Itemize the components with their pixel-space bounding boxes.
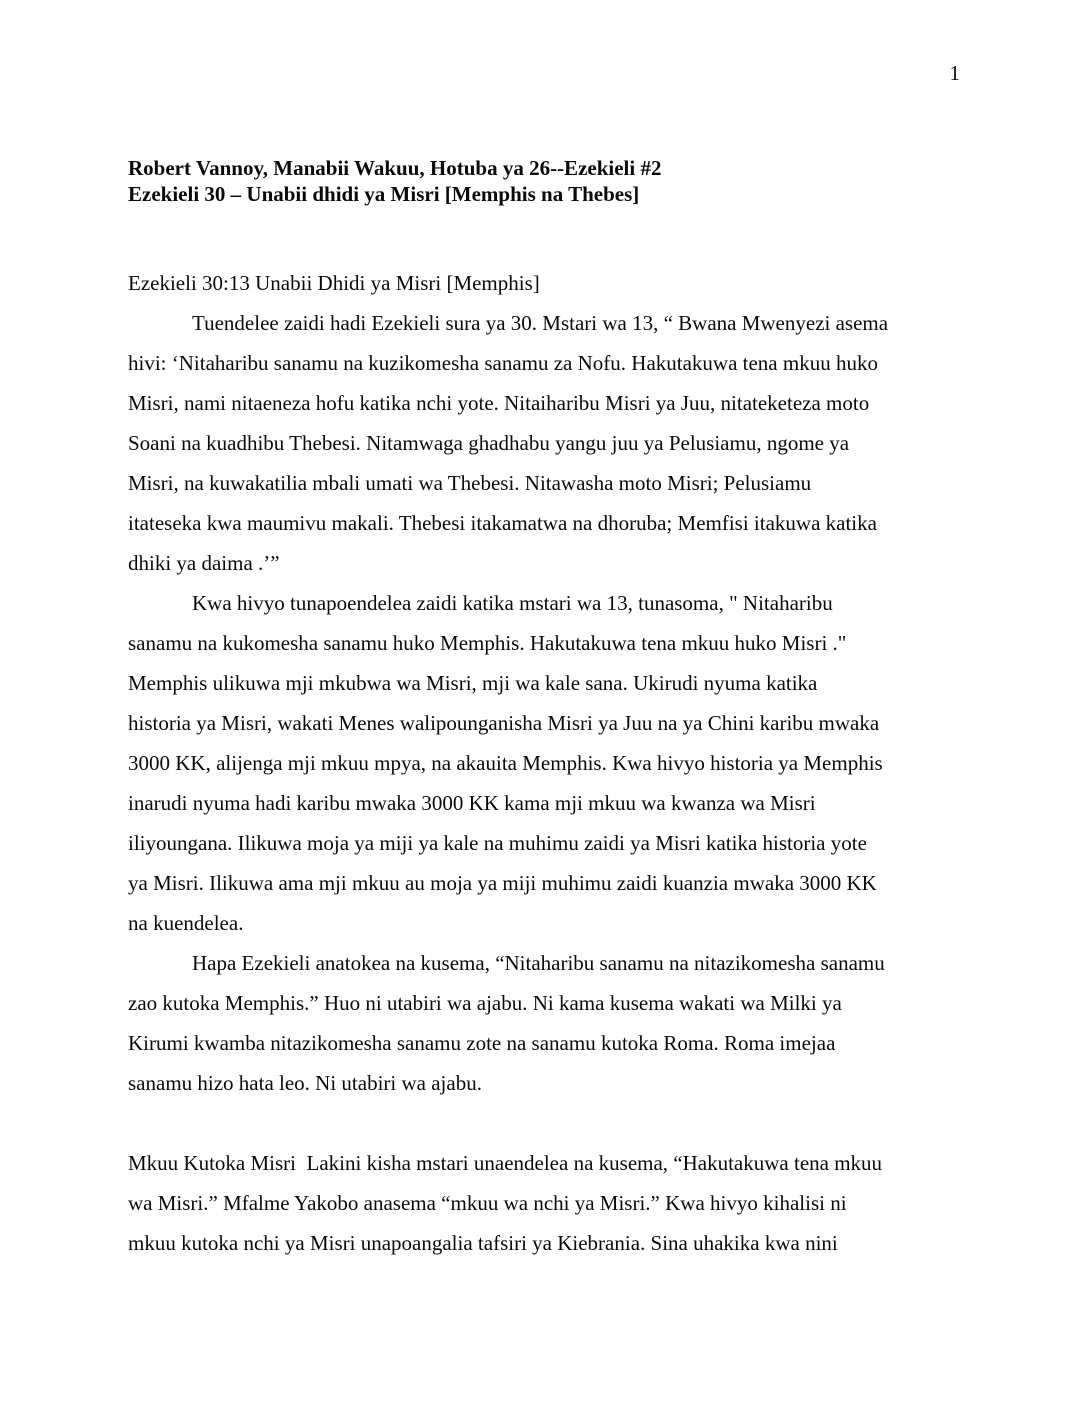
text-line: zao kutoka Memphis.” Huo ni utabiri wa ajabu. Ni kama kusema wakati wa Milki ya [128,991,842,1015]
text-line: Kirumi kwamba nitazikomesha sanamu zote na sanamu kutoka Roma. Roma imejaa [128,1031,836,1055]
text-line: Kwa hivyo tunapoendelea zaidi katika mstari wa 13, tunasoma, " Nitaharibu [192,591,833,615]
text-line: historia ya Misri, wakati Menes walipounganisha Misri ya Juu na ya Chini karibu mwaka [128,711,880,735]
text-line: sanamu na kukomesha sanamu huko Memphis. Hakutakuwa tena mkuu huko Misri ." [128,631,847,655]
paragraph-2 [128,583,968,943]
page-number: 1 [949,61,960,85]
text-line: inarudi nyuma hadi karibu mwaka 3000 KK kama mji mkuu wa kwanza wa Misri [128,791,816,815]
text-line: ya Misri. Ilikuwa ama mji mkuu au moja ya miji muhimu zaidi kuanzia mwaka 3000 KK [128,871,877,895]
title-line-2: Ezekieli 30 – Unabii dhidi ya Misri [Memphis na Thebes] [128,182,640,206]
text-line: Memphis ulikuwa mji mkubwa wa Misri, mji wa kale sana. Ukirudi nyuma katika [128,671,818,695]
text-line: Hapa Ezekieli anatokea na kusema, “Nitaharibu sanamu na nitazikomesha sanamu [192,951,885,975]
text-line: Misri, na kuwakatilia mbali umati wa Thebesi. Nitawasha moto Misri; Pelusiamu [128,471,812,495]
text-line: Mkuu Kutoka Misri Lakini kisha mstari unaendelea na kusema, “Hakutakuwa tena mkuu [128,1151,883,1175]
text-line: 3000 KK, alijenga mji mkuu mpya, na akauita Memphis. Kwa hivyo historia ya Memphis [128,751,883,775]
paragraph-4 [128,1143,968,1263]
title-line-1: Robert Vannoy, Manabii Wakuu, Hotuba ya 26--Ezekieli #2 [128,156,662,180]
document-title [128,155,968,207]
text-line: mkuu kutoka nchi ya Misri unapoangalia tafsiri ya Kiebrania. Sina uhakika kwa nini [128,1231,838,1255]
text-line: hivi: ‘Nitaharibu sanamu na kuzikomesha sanamu za Nofu. Hakutakuwa tena mkuu huko [128,351,878,375]
text-line: wa Misri.” Mfalme Yakobo anasema “mkuu wa nchi ya Misri.” Kwa hivyo kihalisi ni [128,1191,847,1215]
paragraph-1 [128,303,968,583]
text-line: Misri, nami nitaeneza hofu katika nchi yote. Nitaiharibu Misri ya Juu, nitateketeza moto [128,391,870,415]
document-content [128,155,968,1263]
section-heading: Ezekieli 30:13 Unabii Dhidi ya Misri [Memphis] [128,271,540,295]
paragraph-3 [128,943,968,1103]
text-line: iliyoungana. Ilikuwa moja ya miji ya kale na muhimu zaidi ya Misri katika historia yote [128,831,867,855]
text-line: na kuendelea. [128,911,244,935]
text-line: sanamu hizo hata leo. Ni utabiri wa ajabu. [128,1071,482,1095]
text-line: Tuendelee zaidi hadi Ezekieli sura ya 30. Mstari wa 13, “ Bwana Mwenyezi asema [192,311,889,335]
text-line: itateseka kwa maumivu makali. Thebesi itakamatwa na dhoruba; Memfisi itakuwa katika [128,511,877,535]
text-line: dhiki ya daima .’” [128,551,280,575]
text-line: Soani na kuadhibu Thebesi. Nitamwaga ghadhabu yangu juu ya Pelusiamu, ngome ya [128,431,850,455]
